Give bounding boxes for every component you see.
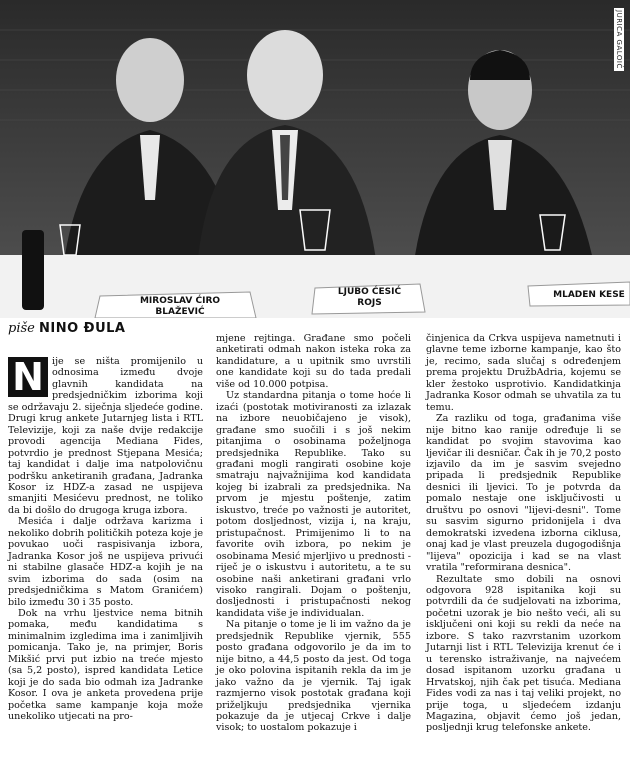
photo-illustration (0, 0, 630, 318)
paragraph: Mesića i dalje održava karizma i nekoliko dobrih političkih poteza koje je povukao uoči raspisivanja izbora, Jadranka Kosor još ne uspijeva privući ni stabilne glasače HDZ-a kojih je na svim izborima do sada (osim na predsjedničkima s Matom Granićem) bilo između 30 i 35 posto. (8, 516, 203, 608)
paragraph: mjene rejtinga. Građane smo počeli anketirati odmah nakon isteka roka za kandidature, a u upitnik smo uvrstili one kandidate koji su do tada predali više od 10.000 potpisa. (216, 333, 411, 390)
article-column-3 (426, 333, 621, 734)
byline-prefix: piše (8, 321, 35, 336)
dropcap: N (8, 357, 48, 397)
paragraph-text: ije se ništa promijenilo u odnosima između dvoje glavnih kandidata na predsjedničkim izborima koji se održavaju 2. siječnja sljedeće godine. Drugi krug ankete Jutarnjeg lista i RTL Televizije, koji za naše dvije redakcije provodi agencija Mediana Fides, potvrdio je prednost Stjepana Mesića; taj kandidat i dalje ima natpolovičnu podršku anketiranih građana, Jadranka Kosor iz HDZ-a zasad ne uspijeva smanjiti Mesićevu prednost, ne toliko da bi došlo do drugoga kruga izbora. (8, 356, 204, 516)
namecard-2 (322, 287, 417, 309)
article-column-1 (8, 356, 203, 723)
namecard-2-line2: ROJS (357, 298, 382, 308)
namecard-3 (548, 290, 630, 301)
news-photo (0, 0, 630, 318)
byline (8, 321, 125, 336)
article-column-2 (216, 333, 411, 734)
paragraph (8, 356, 203, 516)
namecard-2-line1: LJUBO ĆESIĆ (337, 287, 402, 297)
byline-author: NINO ĐULA (39, 321, 126, 336)
photo-credit: JURICA GALOIĆ (615, 10, 623, 69)
paragraph: činjenica da Crkva uspijeva nametnuti i glavne teme izborne kampanje, kao što je, recimo, sada slučaj s određenjem prema projektu DružbAdria, kojemu se kler žestoko usprotivio. Kandidatkinja Jadranka Kosor odmah se uhvatila za tu temu. (426, 333, 621, 413)
paragraph: Za razliku od toga, građanima više nije bitno kao ranije određuje li se kandidat po svojim stavovima kao ljevičar ili desničar. Čak ih je 70,2 posto izjavilo da im je sasvim svejedno pripada li predsjednik Republike desnici ili ljevici. To je potvrda da pomalo nestaje one isključivosti u društvu po osnovi "lijevi-desni". Tome su sasvim sigurno pridonijela i dva demokratski izvedena izborna ciklusa, onaj kad je vlast preuzela dugogodišnja "lijeva" opozicija i kad se na vlast vratila "reformirana desnica". (426, 413, 621, 574)
paragraph: Na pitanje o tome je li im važno da je predsjednik Republike vjernik, 555 posto građana odgovorilo je da im to nije bitno, a 44,5 posto da jest. Od toga je oko polovina ispitanih rekla da im je jako važno da je vjernik. Taj igak razmjerno visok postotak građana koji priželjkuju predsjednika vjernika pokazuje da je utjecaj Crkve i dalje visok; to uostalom pokazuje i (216, 619, 411, 734)
namecard-1 (110, 296, 250, 318)
paragraph: Uz standardna pitanja o tome hoće li izaći (postotak motiviranosti za izlazak na izbore neuobičajeno je visok), građane smo suočili i s još nekim pitanjima o osobinama poželjnoga predsjednika Republike. Tako su građani mogli rangirati osobine koje smatraju najvažnijima kod kandidata kojeg bi izabrali za predsjednika. Na prvom je mjestu poštenje, zatim iskustvo, treće po važnosti je autoritet, potom dosljednost, vizija i, na kraju, pristupačnost. Primijenimo li to na favorite ovih izbora, po nekim je osobinama Mesić mjerljivo u prednosti - riječ je o iskustvu i autoritetu, a te su osobine naši anketirani građani vrlo visoko rangirali. Dojam o poštenju, dosljednosti i pristupačnosti nekog kandidata više je individualan. (216, 390, 411, 619)
paragraph: Rezultate smo dobili na osnovi odgovora 928 ispitanika koji su potvrdili da će sudjelovati na izborima, početni uzorak je bio nešto veći, ali su isključeni oni koji su rekli da neće na izbore. S tako razvrstanim uzorkom Jutarnji list i RTL Televizija krenut će i u terensko istraživanje, na najvećem dosad ispitanom uzorku građana u Hrvatskoj, njih čak pet tisuća. Mediana Fides vodi za nas i taj veliki projekt, no prije toga, u sljedećem izdanju Magazina, objavit ćemo još jedan, posljednji krug telefonske ankete. (426, 573, 621, 734)
namecard-3-line1: MLADEN KESE (553, 290, 625, 300)
namecard-1-line1: MIROSLAV ĆIRO (139, 296, 221, 306)
paragraph: Dok na vrhu ljestvice nema bitnih pomaka, među kandidatima s minimalnim izgledima ima i zanimljivih pomicanja. Tako je, na primjer, Boris Mikšić prvi put izbio na treće mjesto (sa 5,2 posto), ispred kandidata Letice koji je do sada bio odmah iza Jadranke Kosor. I ova je anketa provedena prije početka same kampanje koja može unekoliko utjecati na pro- (8, 607, 203, 723)
namecard-1-line2: BLAŽEVIĆ (155, 307, 205, 317)
